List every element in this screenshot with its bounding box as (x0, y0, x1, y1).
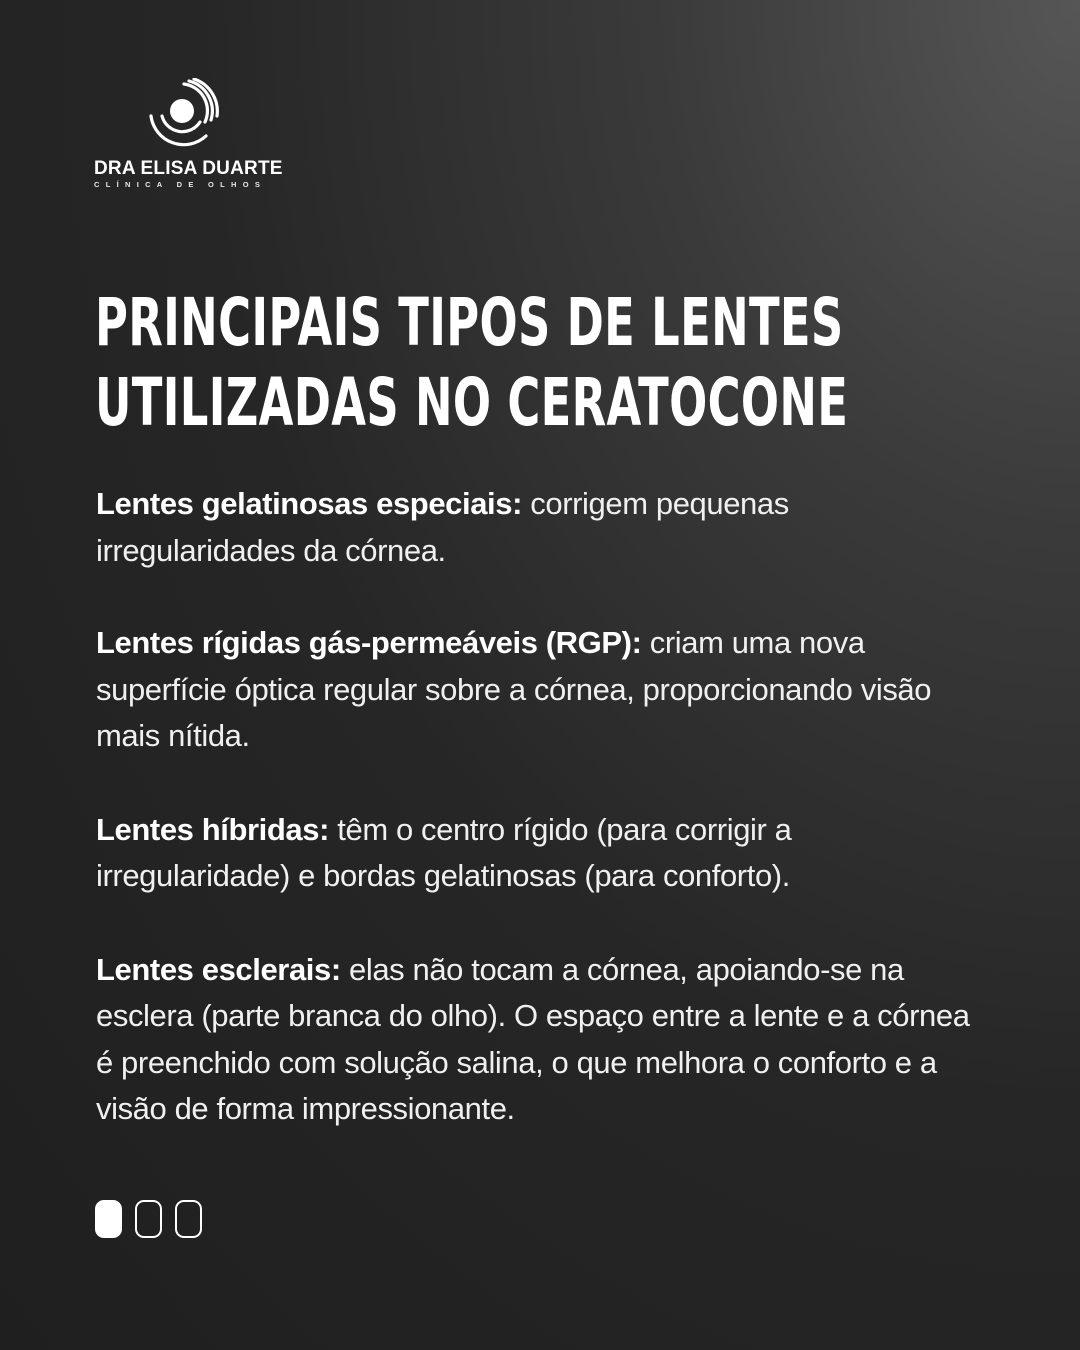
page-indicator-3[interactable] (175, 1200, 202, 1238)
lens-type-term: Lentes gelatinosas especiais: (96, 486, 523, 521)
brand-logo (94, 78, 284, 190)
lens-type-item (96, 620, 976, 760)
carousel-pagination (95, 1200, 202, 1238)
lens-type-description: têm o centro rígido (para corrigir a irregularidade) e bordas gelatinosas (para conforto). (96, 811, 792, 893)
lens-type-item (96, 481, 976, 574)
lens-type-term: Lentes esclerais: (96, 951, 341, 987)
page-indicator-1[interactable] (95, 1200, 122, 1238)
lens-type-item (96, 807, 976, 900)
brand-subtitle: CLÍNICA DE OLHOS (94, 180, 267, 189)
page-indicator-2[interactable] (135, 1200, 162, 1238)
lens-type-description: criam uma nova superfície óptica regular sobre a córnea, proporcionando visão mais nítida. (96, 625, 932, 753)
eye-arcs-icon (148, 78, 222, 150)
brand-name: DRA ELISA DUARTE (94, 158, 283, 179)
lens-type-description: elas não tocam a córnea, apoiando-se na esclera (parte branca do olho). O espaço entre a lente e a córnea é preenchido com solução salina, o que melhora o conforto e a visão de forma impressionante. (96, 951, 970, 1126)
page-title-line-2: UTILIZADAS NO CERATOCONE (95, 364, 849, 441)
page-title-line-1: PRINCIPAIS TIPOS DE LENTES (95, 284, 844, 361)
lens-type-term: Lentes rígidas gás-permeáveis (RGP): (96, 625, 642, 660)
page-title (95, 283, 979, 443)
lens-type-term: Lentes híbridas: (96, 811, 330, 847)
lens-type-description: corrigem pequenas irregularidades da córnea. (96, 486, 789, 568)
lens-type-item (96, 947, 976, 1133)
lens-types-list (96, 481, 976, 1179)
